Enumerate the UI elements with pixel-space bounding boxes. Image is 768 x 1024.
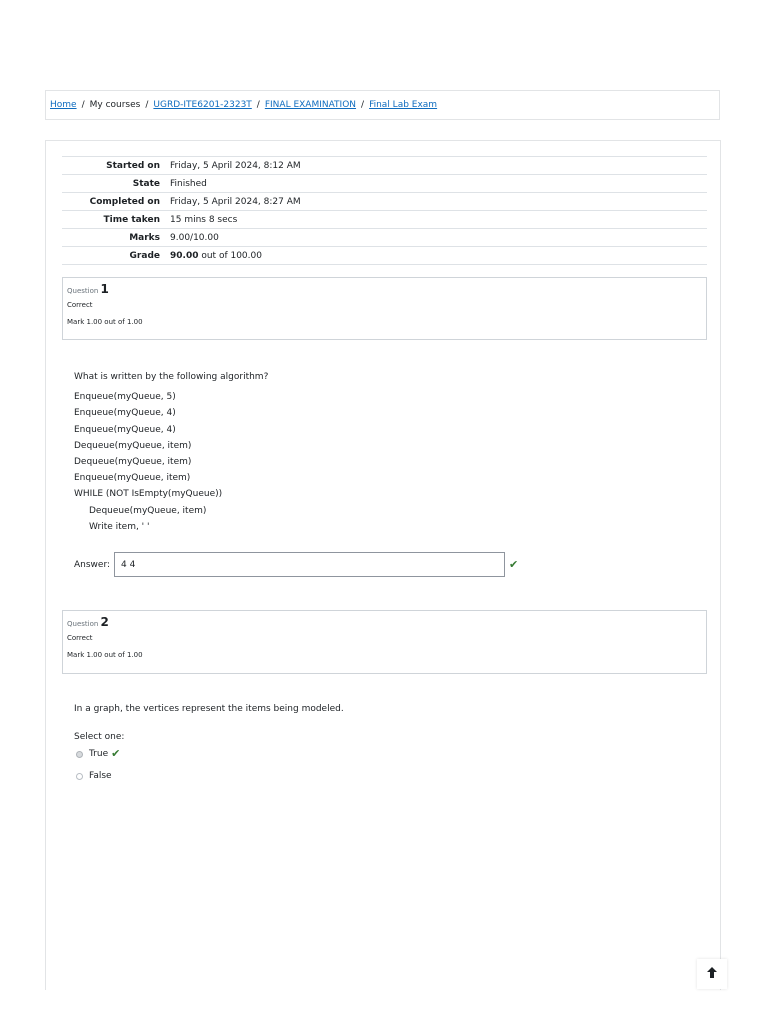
code-line: Enqueue(myQueue, 4) (74, 424, 176, 435)
grade-suffix: out of 100.00 (201, 250, 262, 261)
code-line: Dequeue(myQueue, item) (74, 457, 192, 468)
code-line-indented: Write item, ' ' (89, 521, 150, 532)
summary-value: Friday, 5 April 2024, 8:12 AM (170, 160, 301, 171)
summary-row-grade (62, 247, 707, 265)
answer-row (74, 552, 518, 577)
breadcrumb-separator: / (145, 100, 149, 110)
question-1-info (62, 277, 707, 340)
summary-value: Friday, 5 April 2024, 8:27 AM (170, 196, 301, 207)
attempt-summary-table (62, 156, 707, 265)
question-number: 2 (100, 615, 109, 629)
summary-label: Completed on (89, 196, 160, 207)
answer-input[interactable]: 4 4 (114, 552, 505, 577)
breadcrumb-separator: / (81, 100, 85, 110)
summary-value: 15 mins 8 secs (170, 214, 238, 225)
radio-true[interactable] (76, 751, 83, 758)
option-label: False (89, 771, 112, 782)
scroll-to-top-button[interactable] (697, 959, 727, 989)
question-state: Correct (67, 301, 93, 309)
summary-row-completed (62, 193, 707, 211)
option-label: True (89, 749, 109, 760)
question-prompt: In a graph, the vertices represent the items being modeled. (74, 704, 344, 714)
breadcrumb (45, 90, 720, 120)
code-line: Dequeue(myQueue, item) (74, 440, 192, 451)
grade-score: 90.00 (170, 250, 199, 261)
summary-row-started (62, 157, 707, 175)
summary-label: Started on (106, 160, 160, 171)
question-number: 1 (100, 282, 109, 296)
question-1-text (74, 369, 268, 535)
breadcrumb-section-link[interactable]: FINAL EXAMINATION (264, 100, 357, 110)
option-false[interactable] (74, 765, 344, 787)
question-state: Correct (67, 634, 93, 642)
summary-value: 9.00/10.00 (170, 232, 219, 243)
question-mark: Mark 1.00 out of 1.00 (67, 651, 143, 659)
arrow-up-icon (707, 967, 717, 982)
breadcrumb-separator: / (361, 100, 365, 110)
option-true[interactable] (74, 743, 344, 765)
question-label: Question (67, 620, 99, 628)
summary-row-marks (62, 229, 707, 247)
code-line: WHILE (NOT IsEmpty(myQueue)) (74, 489, 223, 500)
question-2-text (74, 701, 344, 787)
summary-label: State (132, 178, 160, 189)
summary-row-time-taken (62, 211, 707, 229)
summary-row-state (62, 175, 707, 193)
code-line: Enqueue(myQueue, 5) (74, 392, 176, 403)
breadcrumb-separator: / (256, 100, 260, 110)
breadcrumb-my-courses: My courses (89, 100, 141, 110)
summary-value: Finished (170, 178, 207, 189)
breadcrumb-activity-link[interactable]: Final Lab Exam (369, 100, 438, 110)
check-icon: ✔ (111, 747, 121, 761)
summary-grade-value (166, 247, 707, 265)
question-prompt: What is written by the following algorithm? (74, 372, 269, 382)
code-line: Enqueue(myQueue, 4) (74, 408, 176, 419)
question-2-info (62, 610, 707, 674)
radio-false[interactable] (76, 773, 83, 780)
summary-label: Marks (129, 232, 160, 243)
summary-label: Grade (129, 250, 160, 261)
question-label: Question (67, 287, 99, 295)
code-line-indented: Dequeue(myQueue, item) (89, 505, 207, 516)
check-icon: ✔ (509, 558, 519, 571)
breadcrumb-home-link[interactable]: Home (50, 100, 77, 110)
question-mark: Mark 1.00 out of 1.00 (67, 318, 143, 326)
code-line: Enqueue(myQueue, item) (74, 473, 191, 484)
summary-label: Time taken (103, 214, 160, 225)
answer-label: Answer: (74, 559, 111, 570)
breadcrumb-course-link[interactable]: UGRD-ITE6201-2323T (153, 100, 252, 110)
select-one-label: Select one: (74, 732, 125, 743)
